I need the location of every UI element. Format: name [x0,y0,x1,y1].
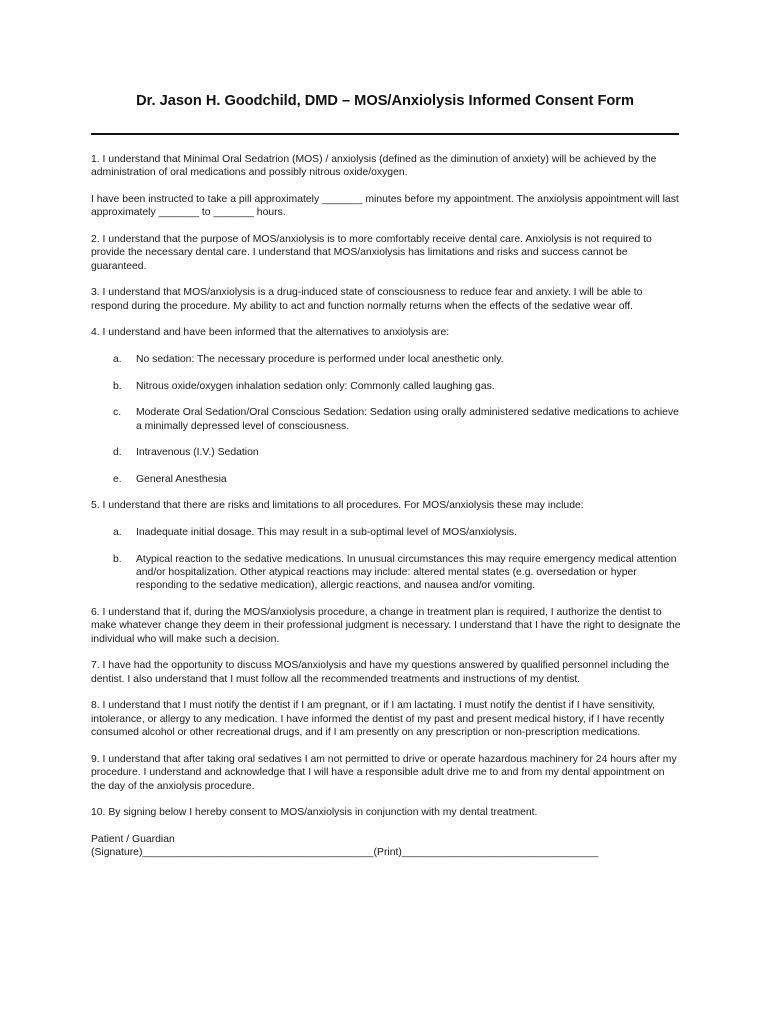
alternative-item [91,353,681,366]
signature-line[interactable]: (Signature)________________________________________(Print)__________________________________ [91,847,599,859]
list-item-text: Moderate Oral Sedation/Oral Conscious Sedation: Sedation using orally administered sedative medications to achieve a minimally depressed level of consciousness. [136,407,679,432]
risk-item [91,526,681,539]
paragraph-3: 3. I understand that MOS/anxiolysis is a drug-induced state of consciousness to reduce fear and anxiety. I will be able to respond during the procedure. My ability to act and function normally returns when the effects of the sedative wear off. [91,287,643,312]
list-item-text: Inadequate initial dosage. This may result in a sub-optimal level of MOS/anxiolysis. [136,526,517,538]
paragraph-4: 4. I understand and have been informed that the alternatives to anxiolysis are: [91,327,450,339]
form-body [91,153,681,860]
list-item-text: Atypical reaction to the sedative medications. In unusual circumstances this may require emergency medical attention and/or hospitalization. Other atypical reactions may include: altered mental states (e.g. oversedation or hyper responding to the sedative medication), allergic reactions, and nausea and/or vomiting. [136,553,677,592]
list-marker: c. [113,407,122,419]
paragraph-2: 2. I understand that the purpose of MOS/anxiolysis is to more comfortably receive dental care. Anxiolysis is not required to provide the necessary dental care. I understand that MOS/anxiolysis has limitations and risks and success cannot be guaranteed. [91,234,652,272]
alternative-item [91,380,681,393]
paragraph-9: 9. I understand that after taking oral sedatives I am not permitted to drive or operate hazardous machinery for 24 hours after my procedure. I understand and acknowledge that I will have a responsible adult drive me to and from my dental appointment on the day of the anxiolysis procedure. [91,753,677,792]
paragraph-7: 7. I have had the opportunity to discuss MOS/anxiolysis and have my questions answered by qualified personnel including the dentist. I also understand that I must follow all the recommended treatments and instructions of my dentist. [91,660,670,685]
list-marker: e. [113,473,122,485]
list-item-text: General Anesthesia [136,473,227,485]
risk-item [91,553,681,593]
alternative-item [91,406,681,433]
list-marker: a. [113,354,122,365]
paragraph-1-instructions: I have been instructed to take a pill approximately _______ minutes before my appointment. The anxiolysis appointment will last approximately _______ to _______ hours. [91,194,679,219]
list-item-text: Nitrous oxide/oxygen inhalation sedation only: Commonly called laughing gas. [136,380,495,392]
paragraph-1: 1. I understand that Minimal Oral Sedatrion (MOS) / anxiolysis (defined as the diminution of anxiety) will be achieved by the administration of oral medications and possibly nitrous oxide/oxygen. [91,154,657,179]
title-divider [91,133,679,135]
list-marker: a. [113,526,122,538]
alternative-item [91,446,681,459]
paragraph-6: 6. I understand that if, during the MOS/anxiolysis procedure, a change in treatment plan is required, I authorize the dentist to make whatever change they deem in their professional judgment is necessary. I understand that I have the right to designate the individual who will make such a decision. [91,606,681,645]
list-marker: d. [113,447,122,459]
list-marker: b. [113,553,122,565]
signature-block [91,833,681,860]
alternative-item [91,473,681,486]
list-item-text: Intravenous (I.V.) Sedation [136,447,259,459]
list-item-text: No sedation: The necessary procedure is performed under local anesthetic only. [136,354,504,365]
paragraph-8: 8. I understand that I must notify the dentist if I am pregnant, or if I am lactating. I must notify the dentist if I have sensitivity, intolerance, or allergy to any medication. I have informed the dentist of my past and present medical history, if I have recently consumed alcohol or other recreational drugs, and if I am presently on any prescription or non-prescription medications. [91,700,665,739]
list-marker: b. [113,380,122,392]
signature-label: Patient / Guardian [91,833,175,845]
paragraph-10: 10. By signing below I hereby consent to MOS/anxiolysis in conjunction with my dental treatment. [91,807,538,819]
paragraph-5: 5. I understand that there are risks and limitations to all procedures. For MOS/anxiolysis these may include: [91,500,584,512]
page-title: Dr. Jason H. Goodchild, DMD – MOS/Anxiolysis Informed Consent Form [136,93,634,109]
